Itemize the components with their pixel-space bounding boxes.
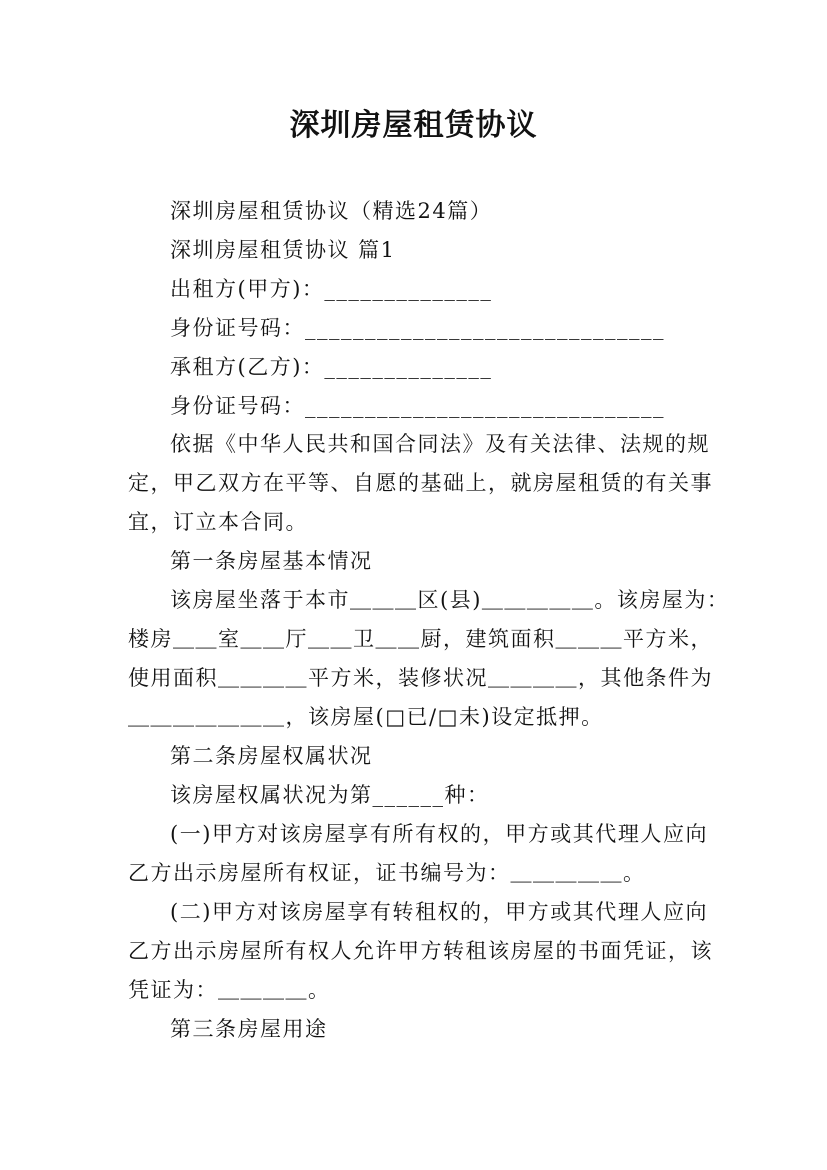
- paragraph-line: 依据《中华人民共和国合同法》及有关法律、法规的规: [170, 432, 710, 456]
- paragraph-line: 凭证为：＿＿＿＿。: [128, 978, 331, 1002]
- paragraph-line: 该房屋权属状况为第______种：: [170, 783, 490, 807]
- paragraph-line: 乙方出示房屋所有权证，证书编号为：＿＿＿＿＿。: [128, 861, 646, 885]
- paragraph-line: 楼房＿＿室＿＿厅＿＿卫＿＿厨，建筑面积＿＿＿平方米，: [128, 627, 713, 651]
- lessee-id-field: 身份证号码：______________________________: [170, 394, 665, 418]
- paragraph-line: ＿＿＿＿＿＿＿，该房屋(□已/□未)设定抵押。: [128, 705, 604, 729]
- article-heading: 第三条房屋用途: [170, 1017, 328, 1041]
- article-heading: 第二条房屋权属状况: [170, 744, 373, 768]
- paragraph-line: 宜，订立本合同。: [128, 510, 308, 534]
- lessor-id-field: 身份证号码：______________________________: [170, 316, 665, 340]
- paragraph-line: (二)甲方对该房屋享有转租权的，甲方或其代理人应向: [170, 900, 708, 924]
- paragraph-line: 乙方出示房屋所有权人允许甲方转租该房屋的书面凭证，该: [128, 939, 713, 963]
- document-title: 深圳房屋租赁协议: [289, 108, 538, 143]
- lessee-field: 承租方(乙方)：______________: [170, 355, 493, 379]
- paragraph-line: 使用面积＿＿＿＿平方米，装修状况＿＿＿＿，其他条件为: [128, 666, 713, 690]
- article-heading: 第一条房屋基本情况: [170, 549, 373, 573]
- section-heading: 深圳房屋租赁协议 篇1: [170, 238, 396, 262]
- paragraph-line: (一)甲方对该房屋享有所有权的，甲方或其代理人应向: [170, 822, 708, 846]
- paragraph-line: 定，甲乙双方在平等、自愿的基础上，就房屋租赁的有关事: [128, 471, 713, 495]
- paragraph-line: 该房屋坐落于本市＿＿＿区(县)＿＿＿＿＿。该房屋为：: [170, 588, 730, 612]
- lessor-field: 出租方(甲方)：______________: [170, 277, 493, 301]
- subtitle-line: 深圳房屋租赁协议（精选24篇）: [170, 199, 493, 223]
